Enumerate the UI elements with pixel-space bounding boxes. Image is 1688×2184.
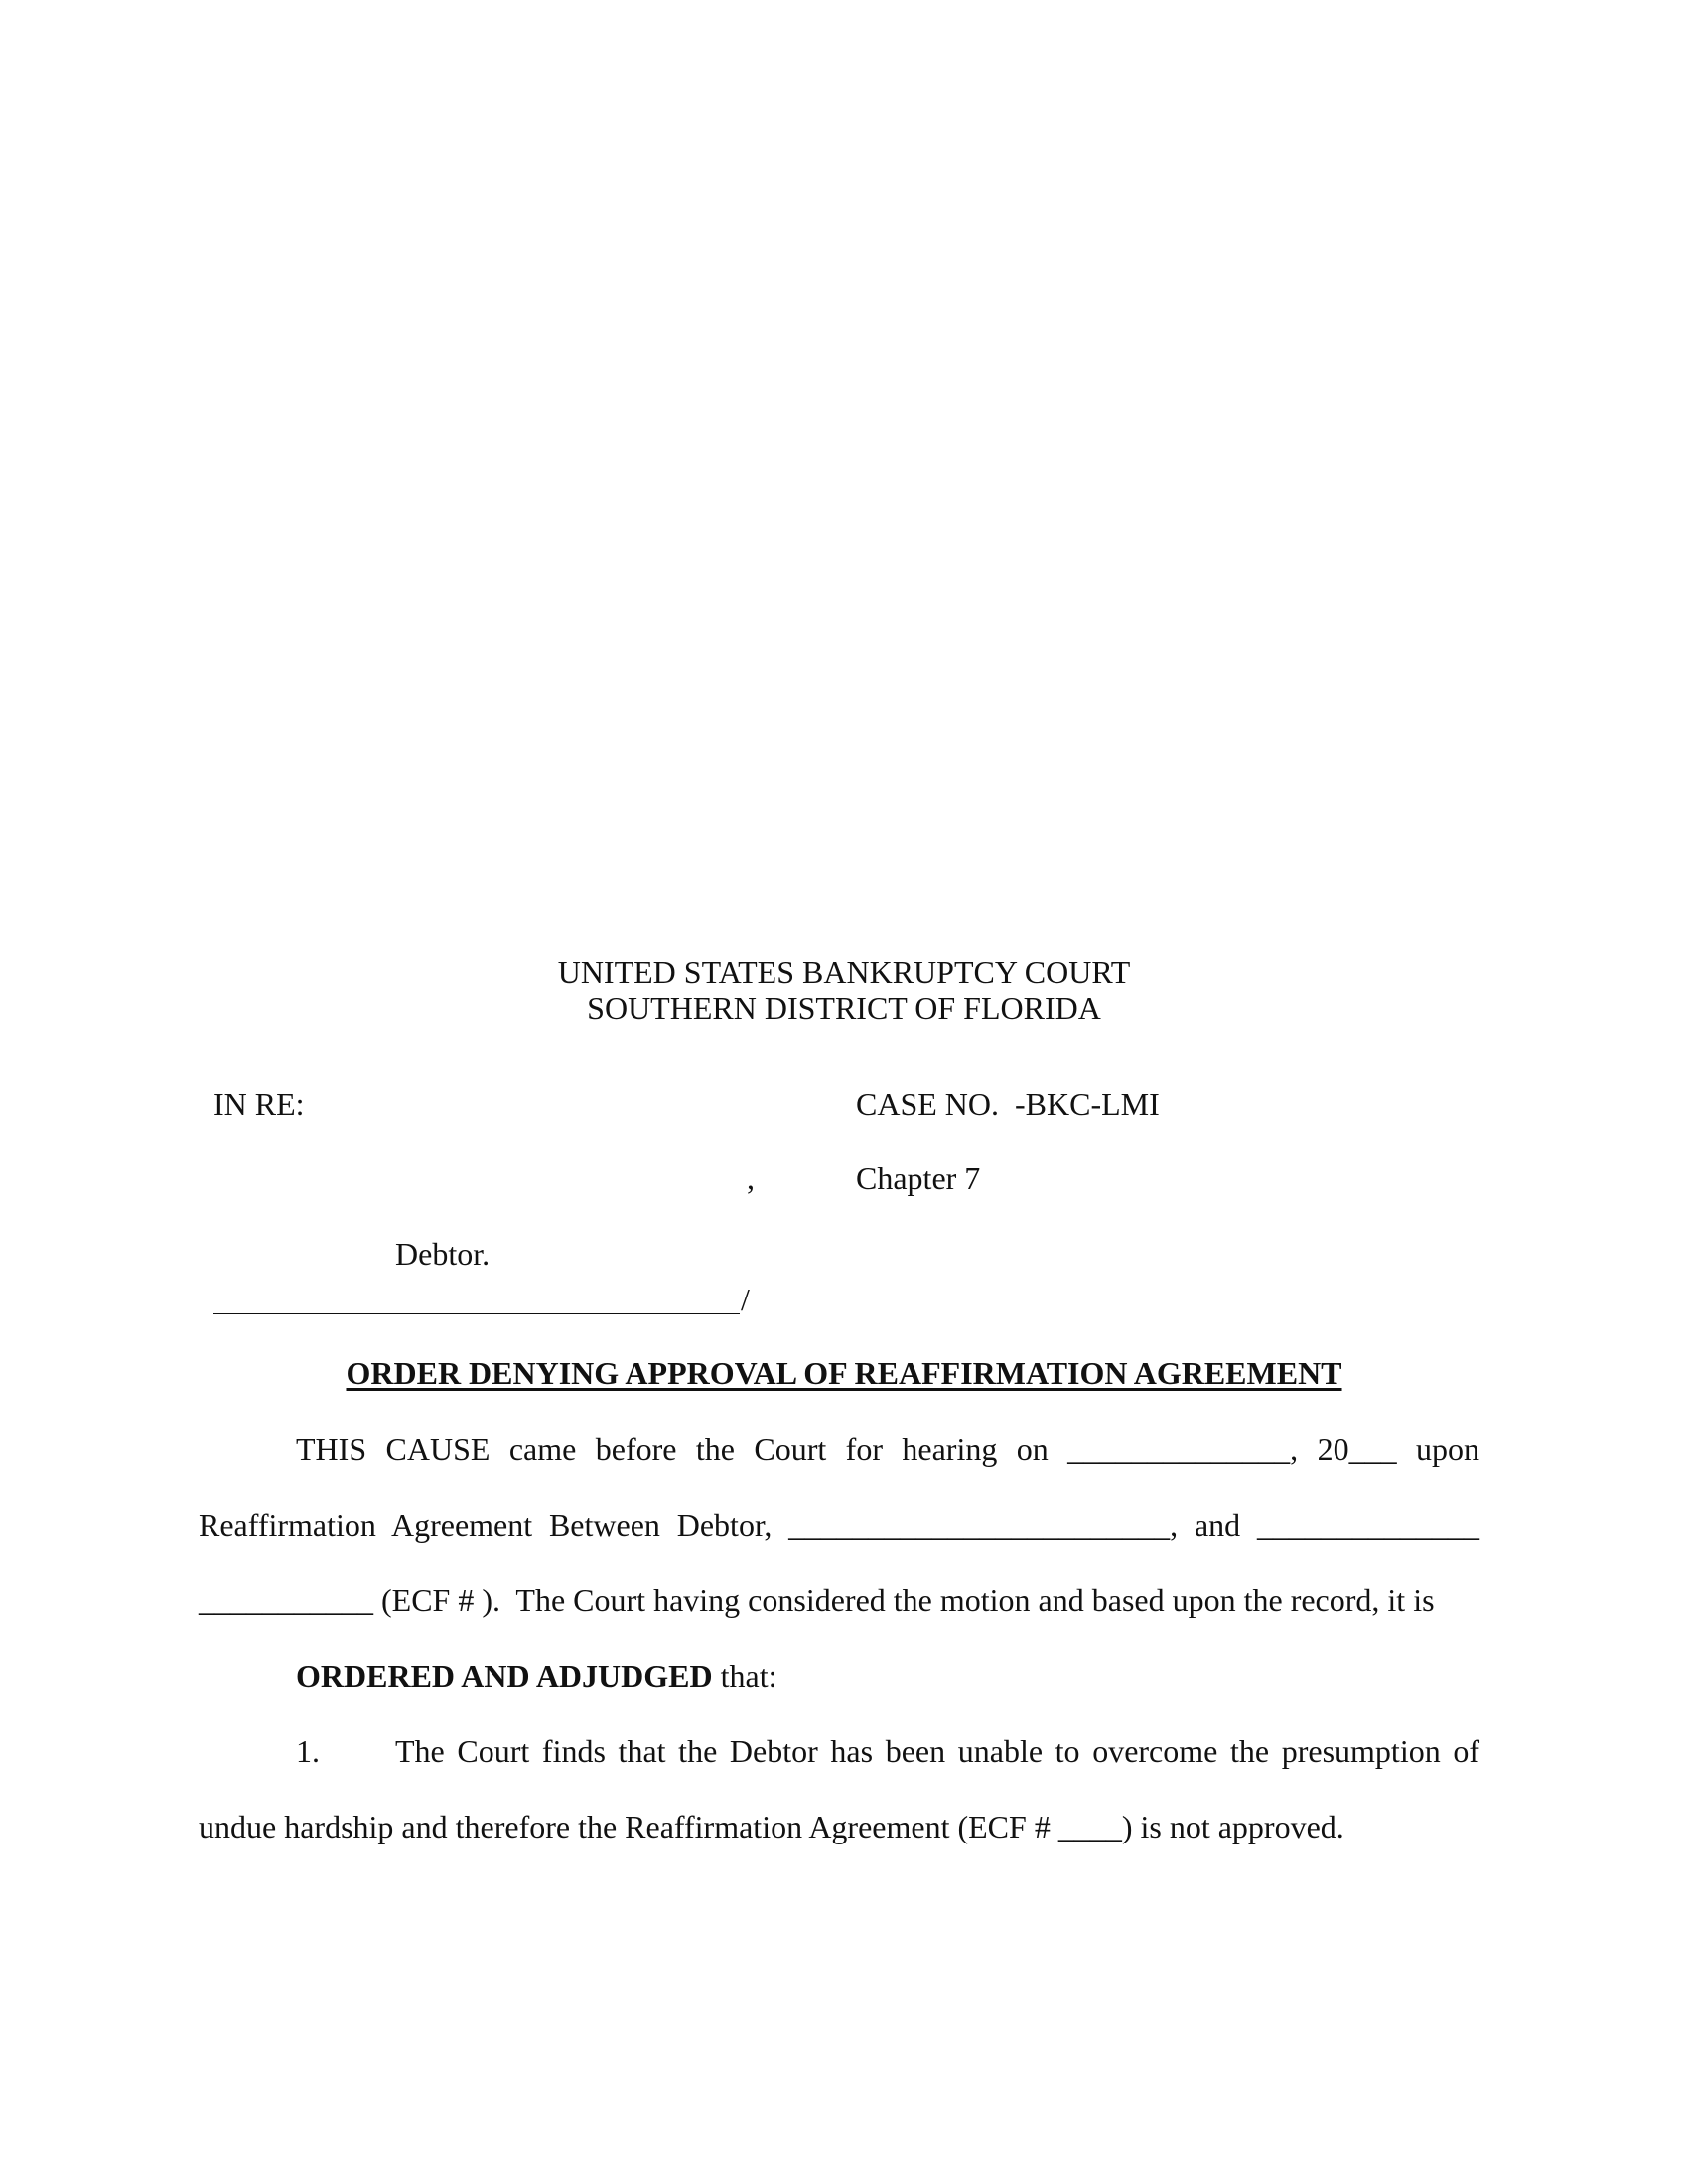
debtor-label: Debtor. xyxy=(395,1236,491,1272)
ordered-adjudged-line xyxy=(296,1657,776,1695)
case-number: CASE NO. -BKC-LMI xyxy=(856,1086,1160,1122)
court-name: UNITED STATES BANKRUPTCY COURT xyxy=(557,954,1131,990)
ordered-adjudged-bold: ORDERED AND ADJUDGED xyxy=(296,1658,713,1694)
body-line-2: Reaffirmation Agreement Between Debtor, ________________________, and ______________ xyxy=(199,1507,1479,1543)
item-1-number: 1. xyxy=(296,1733,320,1769)
ordered-adjudged-rest: that: xyxy=(712,1658,777,1694)
item-1-line-1: The Court finds that the Debtor has been unable to overcome the presumption of xyxy=(395,1733,1479,1769)
caption-signature-line xyxy=(213,1313,740,1314)
in-re-label: IN RE: xyxy=(213,1086,305,1122)
order-title: ORDER DENYING APPROVAL OF REAFFIRMATION AGREEMENT xyxy=(346,1355,1342,1391)
caption-comma: , xyxy=(747,1160,755,1196)
item-1-line-2: undue hardship and therefore the Reaffirmation Agreement (ECF # ____) is not approved. xyxy=(199,1809,1344,1844)
body-line-3: ___________ (ECF # ). The Court having considered the motion and based upon the record, it is xyxy=(199,1582,1435,1618)
caption-slash: / xyxy=(741,1282,750,1317)
chapter-label: Chapter 7 xyxy=(856,1160,981,1196)
court-district: SOUTHERN DISTRICT OF FLORIDA xyxy=(587,990,1101,1025)
body-line-1: THIS CAUSE came before the Court for hearing on ______________, 20___ upon xyxy=(296,1432,1479,1467)
